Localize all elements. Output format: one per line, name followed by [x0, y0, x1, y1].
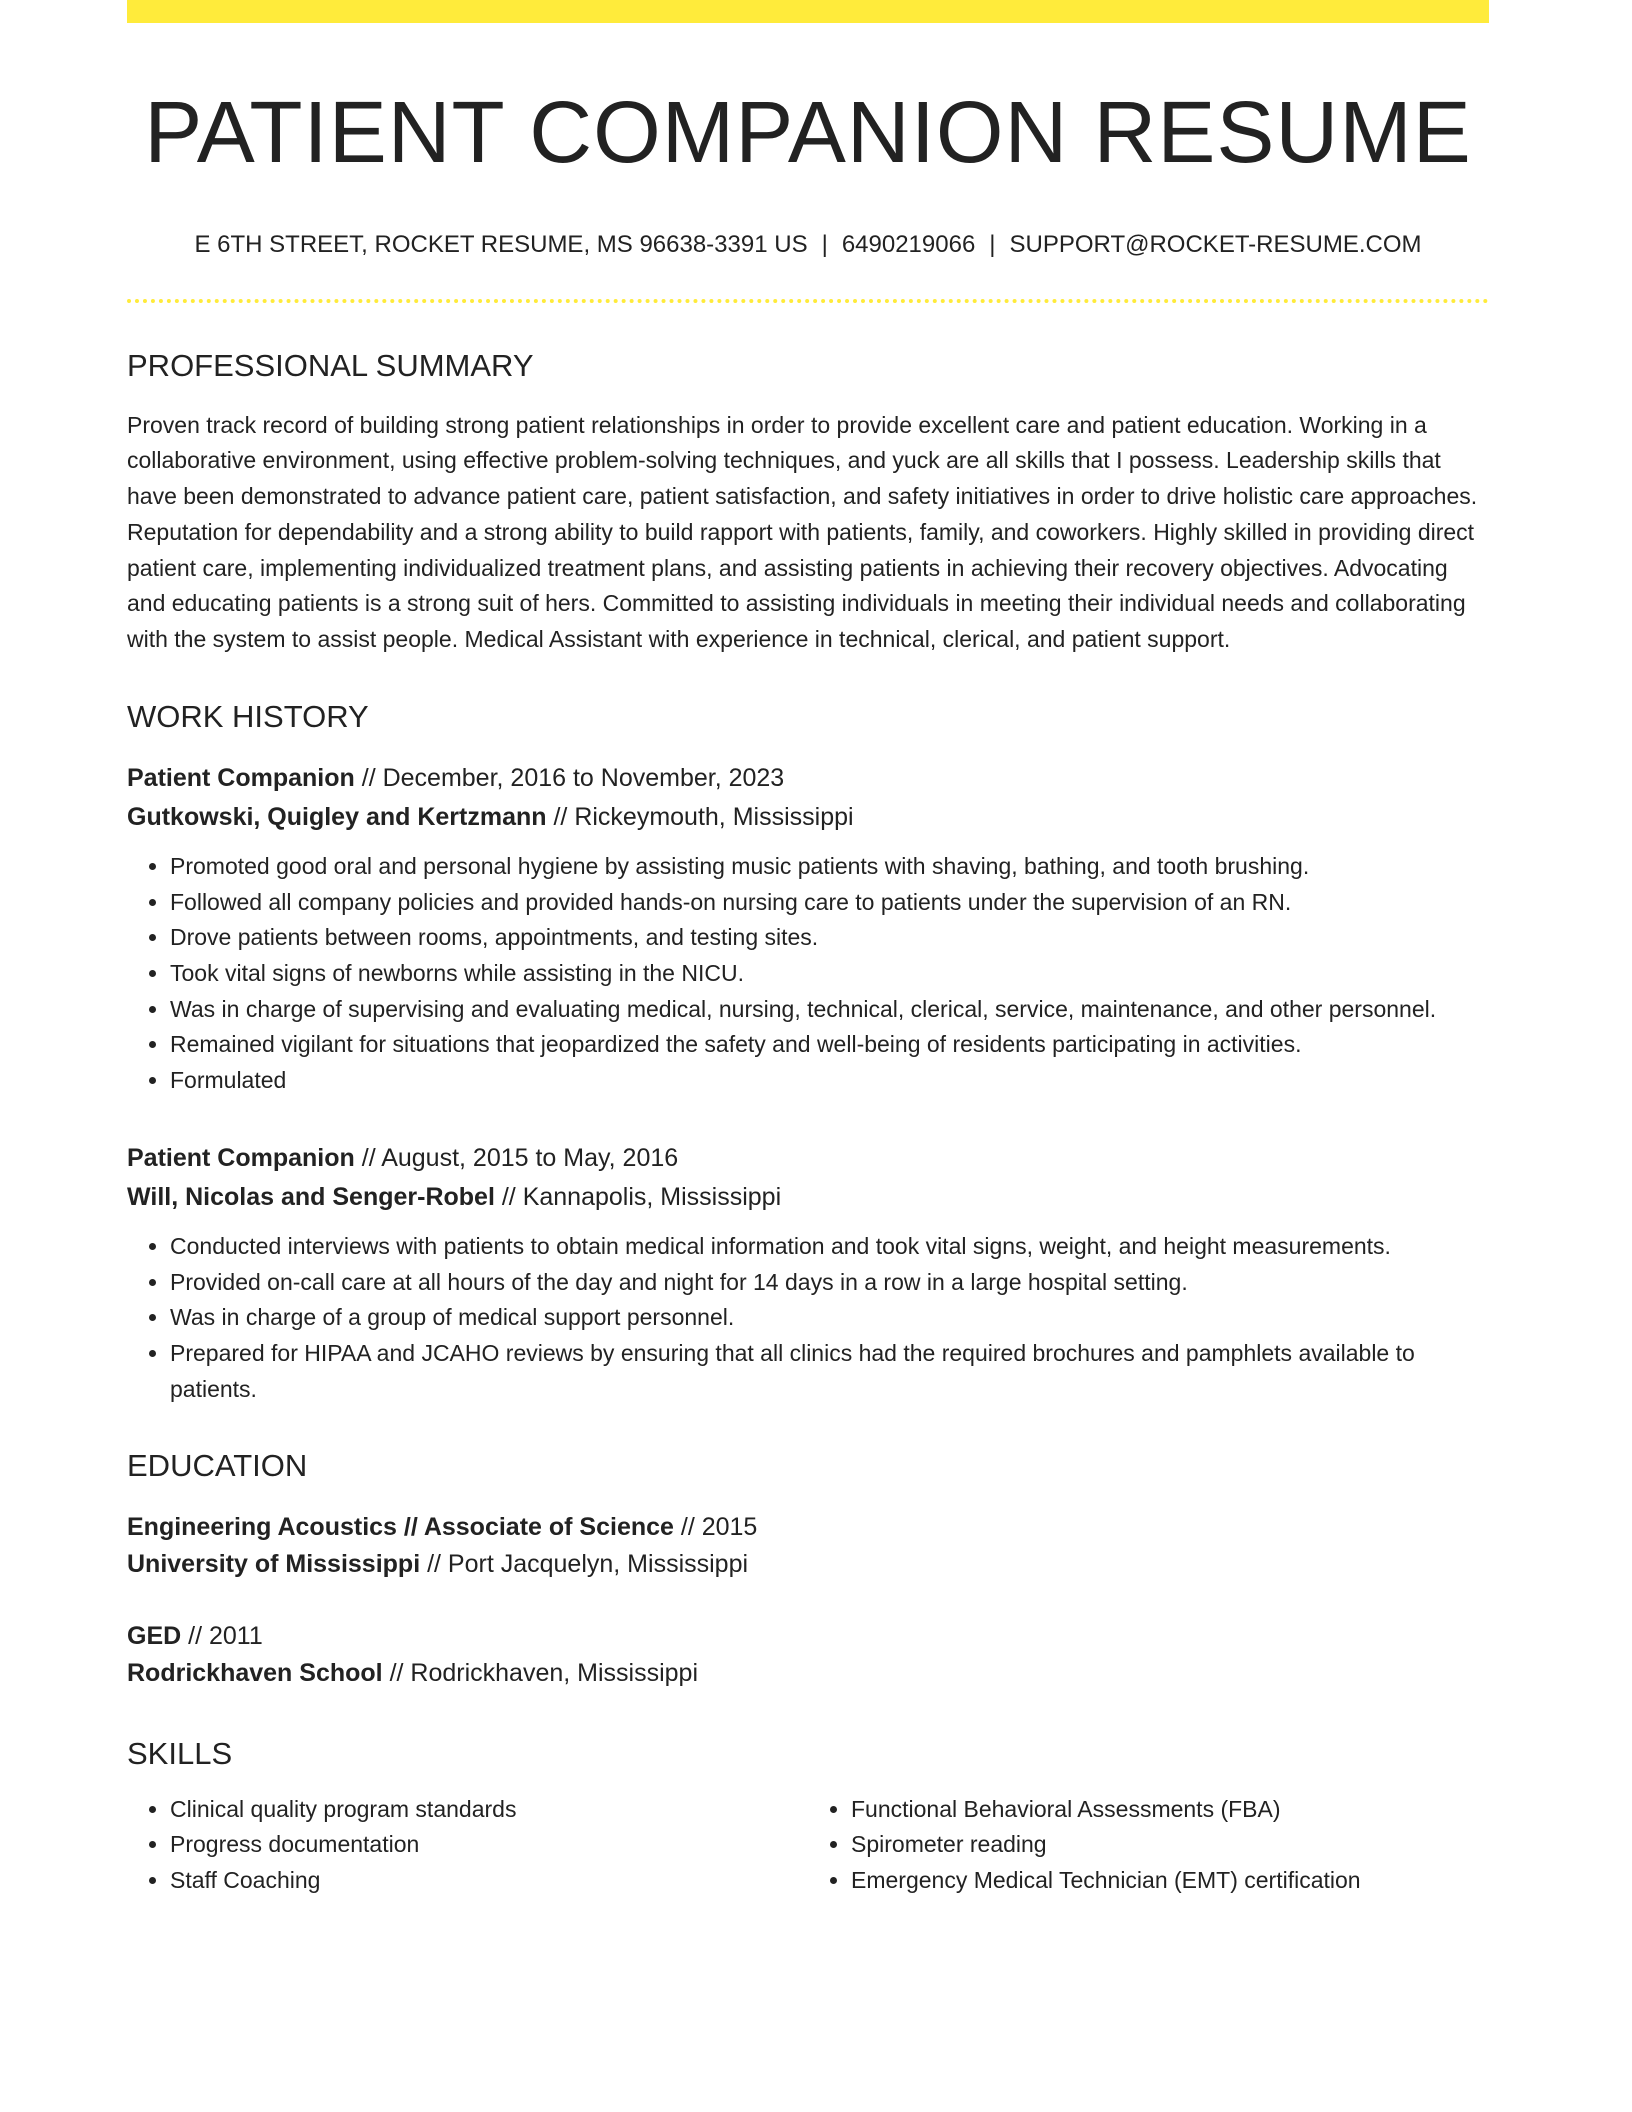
job-company-line — [127, 798, 1489, 837]
education-degree: GED — [127, 1621, 182, 1650]
job-bullet: • Took vital signs of newborns while assisting in the NICU. — [170, 956, 1489, 992]
education-year: // 2015 — [673, 1512, 758, 1541]
job-company-line — [127, 1178, 1489, 1217]
education-entry — [127, 1509, 1489, 1584]
job-location: // Kannapolis, Mississippi — [494, 1182, 782, 1211]
job-bullet: • Provided on-call care at all hours of the day and night for 14 days in a row in a large hospital setting. — [170, 1265, 1489, 1301]
education-degree: Engineering Acoustics // Associate of Science — [127, 1512, 674, 1541]
contact-email: SUPPORT@ROCKET-RESUME.COM — [1009, 231, 1422, 259]
skill-item: • Clinical quality program standards — [170, 1792, 808, 1828]
job-bullet: • Drove patients between rooms, appointments, and testing sites. — [170, 920, 1489, 956]
section-title-education: EDUCATION — [127, 1448, 308, 1484]
skills-list — [127, 1792, 808, 1899]
skills-column-right — [808, 1792, 1489, 1899]
skills-list — [808, 1792, 1489, 1899]
top-accent-bar — [127, 0, 1489, 23]
job-bullet: • Promoted good oral and personal hygiene by assisting music patients with shaving, bathing, and tooth brushing. — [170, 849, 1489, 885]
contact-line — [127, 229, 1489, 260]
job-company: Gutkowski, Quigley and Kertzmann — [127, 802, 547, 831]
education-degree-line — [127, 1618, 1489, 1656]
job-company: Will, Nicolas and Senger-Robel — [127, 1182, 495, 1211]
job-bullet: • Followed all company policies and provided hands-on nursing care to patients under the supervision of an RN. — [170, 885, 1489, 921]
skill-item: • Functional Behavioral Assessments (FBA) — [851, 1792, 1489, 1828]
job-dates: // August, 2015 to May, 2016 — [354, 1143, 679, 1172]
skill-item: • Emergency Medical Technician (EMT) certification — [851, 1863, 1489, 1899]
skill-item: • Staff Coaching — [170, 1863, 808, 1899]
education-year: // 2011 — [181, 1621, 263, 1650]
section-title-work-history: WORK HISTORY — [127, 698, 369, 734]
education-degree-line — [127, 1509, 1489, 1547]
skill-item: • Progress documentation — [170, 1827, 808, 1863]
resume-page — [127, 0, 1489, 1899]
job-role-line — [127, 1139, 1489, 1178]
resume-title: PATIENT COMPANION RESUME — [144, 84, 1472, 181]
section-title-skills: SKILLS — [127, 1735, 233, 1771]
skills-section — [127, 1735, 1489, 1899]
contact-phone: 6490219066 — [841, 231, 976, 259]
job-bullet: • Was in charge of supervising and evaluating medical, nursing, technical, clerical, service, maintenance, and other personnel. — [170, 992, 1489, 1028]
education-location: // Port Jacquelyn, Mississippi — [420, 1550, 749, 1578]
education-entry — [127, 1618, 1489, 1693]
education-school: Rodrickhaven School — [127, 1659, 383, 1687]
job-bullet: • Conducted interviews with patients to obtain medical information and took vital signs, weight, and height measurements. — [170, 1229, 1489, 1265]
job-bullets — [127, 1229, 1489, 1408]
education-school-line — [127, 1655, 1489, 1693]
skills-column-left — [127, 1792, 808, 1899]
education-section — [127, 1447, 1489, 1692]
job-location: // Rickeymouth, Mississippi — [546, 802, 854, 831]
job-bullet: • Was in charge of a group of medical support personnel. — [170, 1300, 1489, 1336]
skills-grid — [127, 1792, 1489, 1899]
skill-item: • Spirometer reading — [851, 1827, 1489, 1863]
education-school-line — [127, 1546, 1489, 1584]
education-school: University of Mississippi — [127, 1550, 421, 1578]
job-dates: // December, 2016 to November, 2023 — [354, 763, 785, 792]
job-bullet: • Remained vigilant for situations that jeopardized the safety and well-being of residents participating in activities. — [170, 1027, 1489, 1063]
contact-separator: | — [821, 231, 828, 259]
summary-text: Proven track record of building strong patient relationships in order to provide excellent care and patient education. Working in a collaborative environment, using effective problem-solving techniques, and yuck are all skills that I possess. Leadership skills that have been demonstrated to advance patient care, patient satisfaction, and safety initiatives in order to drive holistic care approaches. Reputation for dependability and a strong ability to build rapport with patients, family, and coworkers. Highly skilled in providing direct patient care, implementing individualized treatment plans, and assisting patients in achieving their recovery objectives. Advocating and educating patients is a strong suit of hers. Committed to assisting individuals in meeting their individual needs and collaborating with the system to assist people. Medical Assistant with experience in technical, clerical, and patient support. — [127, 411, 1478, 652]
job-bullet: • Formulated — [170, 1063, 1489, 1099]
job-entry — [127, 759, 1489, 1099]
job-role-line — [127, 759, 1489, 798]
job-role: Patient Companion — [127, 763, 355, 792]
work-history-section — [127, 698, 1489, 1408]
section-title-summary: PROFESSIONAL SUMMARY — [127, 347, 534, 383]
job-entry — [127, 1139, 1489, 1408]
education-location: // Rodrickhaven, Mississippi — [382, 1659, 699, 1687]
dotted-divider — [127, 299, 1489, 303]
job-bullets — [127, 849, 1489, 1099]
contact-separator: | — [989, 231, 996, 259]
contact-address: E 6TH STREET, ROCKET RESUME, MS 96638-3391 US — [194, 231, 808, 259]
job-role: Patient Companion — [127, 1143, 355, 1172]
job-bullet: • Prepared for HIPAA and JCAHO reviews by ensuring that all clinics had the required brochures and pamphlets available to patients. — [170, 1336, 1489, 1407]
summary-section — [127, 347, 1489, 658]
